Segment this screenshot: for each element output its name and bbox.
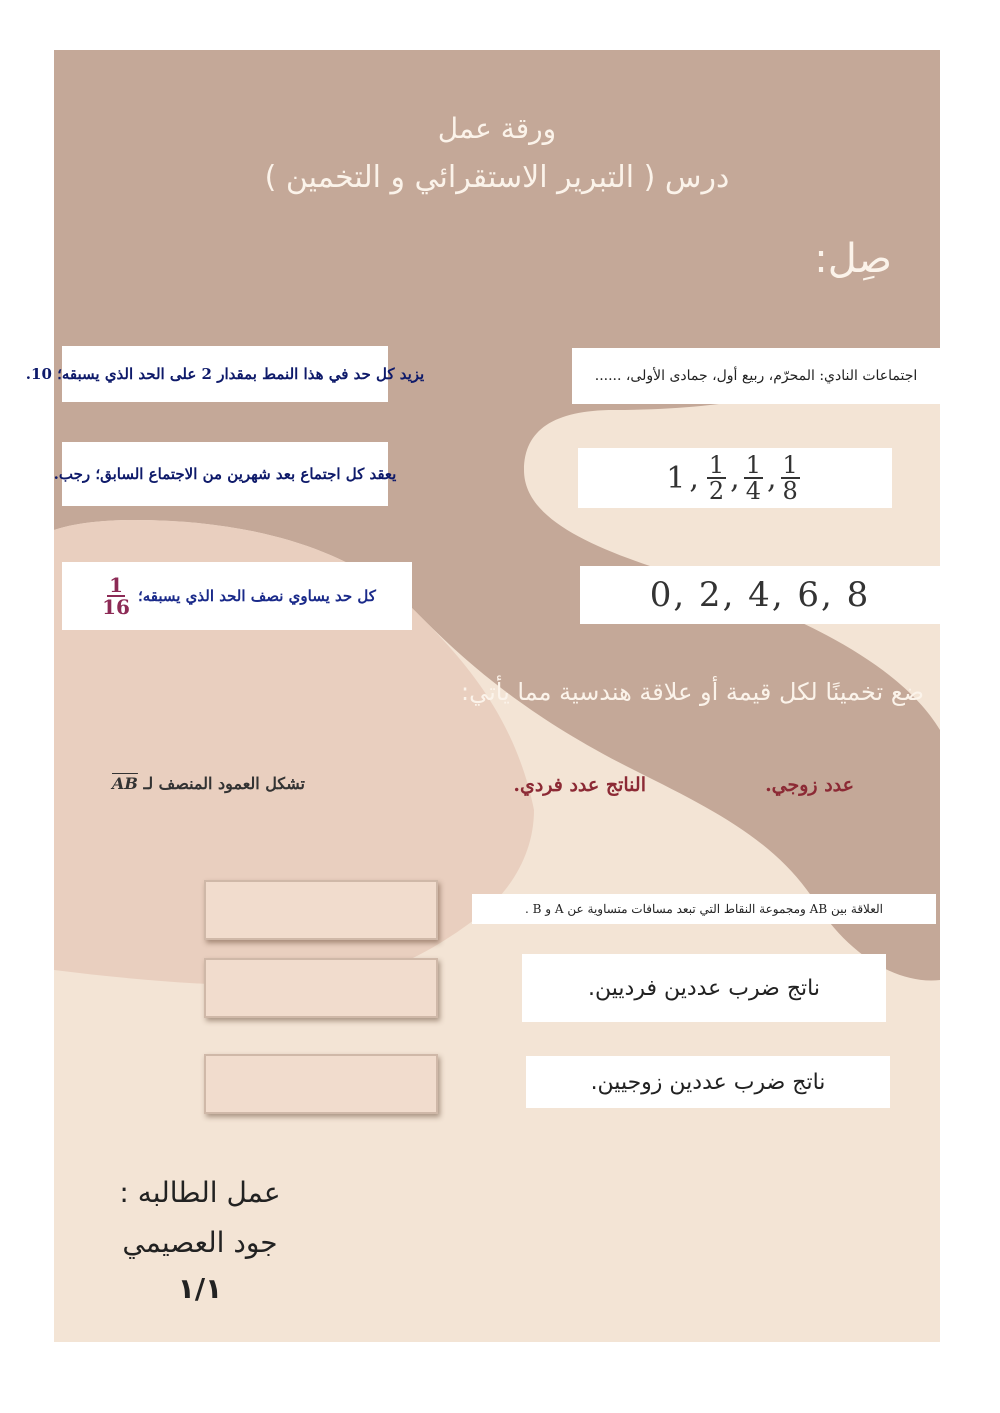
lesson-title: درس ( التبرير الاستقرائي و التخمين ) (264, 160, 730, 195)
option-perpendicular-bisector[interactable]: تشكل العمود المنصف لـ AB (112, 774, 305, 793)
fraction-sequence: 1 , $\frac{1}{2}$ , $\frac{1}{4}$ , $\frac{1}{8}$ (666, 451, 798, 505)
fraction-quarter: $\frac{1}{4}$ (745, 451, 761, 505)
prompt-even-text: ناتج ضرب عددين زوجيين. (590, 1069, 826, 1095)
match-right-fraction-sequence[interactable] (578, 448, 892, 508)
guess-instruction: ضع تخمينًا لكل قيمة أو علاقة هندسية مما يأتي: (461, 678, 924, 706)
fraction-eighth: $\frac{1}{8}$ (782, 451, 798, 505)
match-left-text: يزيد كل حد في هذا النمط بمقدار 2 على الحد الذي يسبقه؛ 10. (25, 365, 425, 383)
match-right-meetings[interactable] (572, 348, 940, 404)
worksheet-title: ورقة عمل (437, 112, 557, 145)
segment-ab: AB (112, 774, 138, 793)
match-left-item-3[interactable] (62, 562, 412, 630)
worksheet-page (25, 50, 940, 1342)
connect-heading: صِل: (814, 236, 892, 282)
match-left-text: كل حد يساوي نصف الحد الذي يسبقه؛ (137, 587, 376, 605)
answer-box-2[interactable] (204, 958, 438, 1018)
match-right-even-sequence[interactable] (580, 566, 940, 624)
prompt-odd-product[interactable] (522, 954, 886, 1022)
match-left-text: يعقد كل اجتماع بعد شهرين من الاجتماع السابق؛ رجب. (53, 465, 397, 483)
option-odd-product[interactable]: الناتج عدد فردي. (513, 774, 646, 796)
prompt-even-product[interactable] (526, 1056, 890, 1108)
answer-box-3[interactable] (204, 1054, 438, 1114)
student-label: عمل الطالبه : (119, 1176, 281, 1209)
answer-box-1[interactable] (204, 880, 438, 940)
option-even-number[interactable]: عدد زوجي. (765, 774, 854, 796)
even-sequence: 0, 2, 4, 6, 8 (649, 575, 871, 615)
match-left-item-2[interactable] (53, 442, 397, 506)
match-left-item-1[interactable] (25, 346, 425, 402)
meetings-text: اجتماعات النادي: المحرّم، ربيع أول، جمادى الأولى، ...... (594, 368, 918, 384)
prompt-relation[interactable] (472, 894, 936, 924)
prompt-odd-text: ناتج ضرب عددين فرديين. (588, 975, 820, 1001)
prompt-relation-text: العلاقة بين AB ومجموعة النقاط التي تبعد مسافات متساوية عن A و B . (525, 902, 883, 916)
fraction-half: $\frac{1}{2}$ (708, 451, 725, 505)
fraction-one-sixteenth: $\frac{1}{16}$ (102, 573, 130, 619)
class-number: ١/١ (177, 1272, 223, 1305)
student-name: جود العصيمي (122, 1226, 278, 1259)
